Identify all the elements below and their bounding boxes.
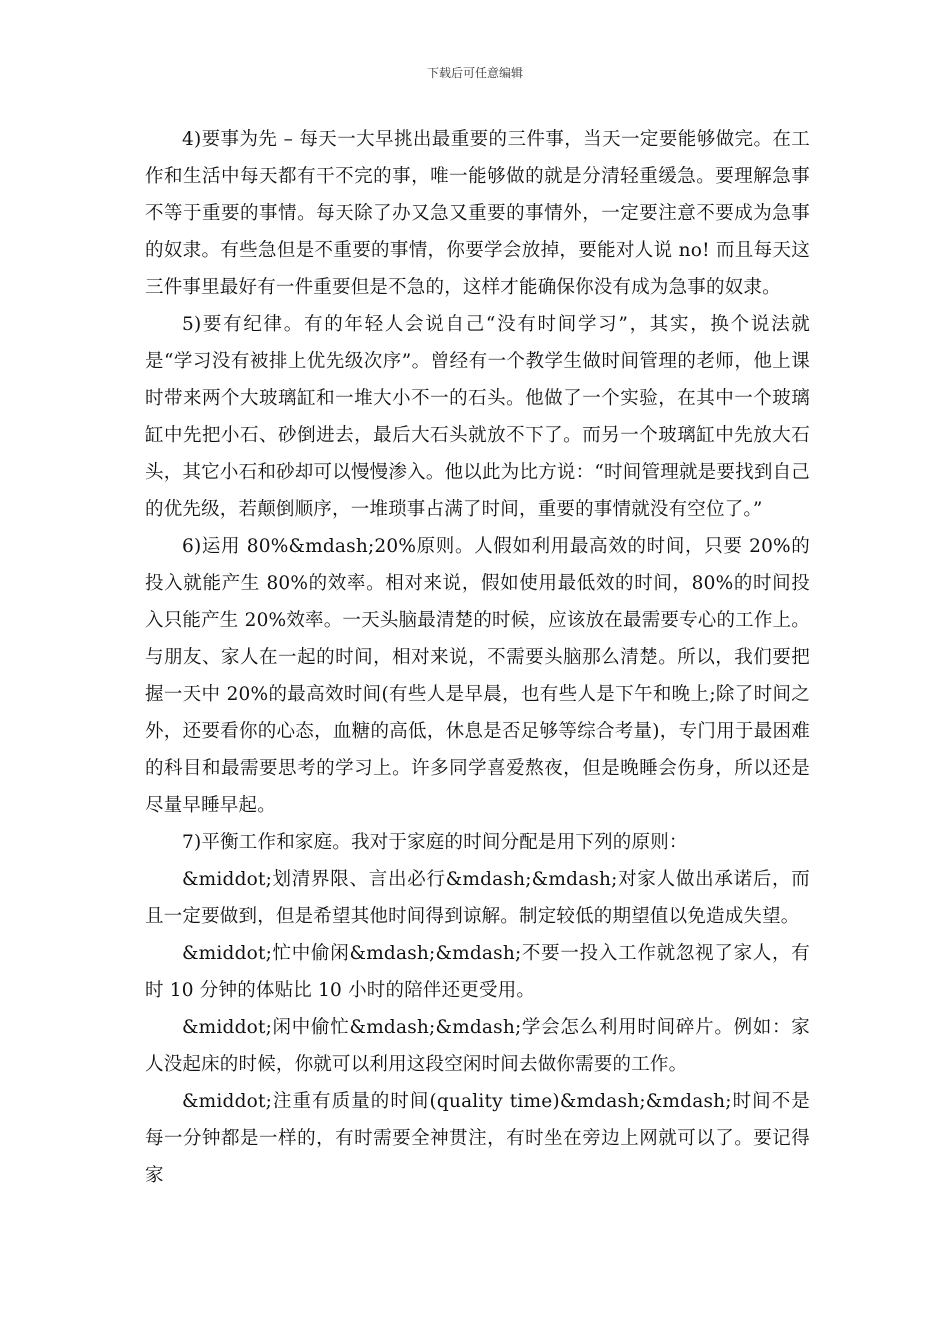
paragraph-5-discipline: 5)要有纪律。有的年轻人会说自己“没有时间学习”，其实，换个说法就是“学习没有被排上优先级次序”。曾经有一个教学生做时间管理的老师，他上课时带来两个大玻璃缸和一堆大小不一的石头。他做了一个实验，在其中一个玻璃缸中先把小石、砂倒进去，最后大石头就放不下了。而另一个玻璃缸中先放大石头，其它小石和砂却可以慢慢渗入。他以此为比方说：“时间管理就是要找到自己的优先级，若颠倒顺序，一堆琐事占满了时间，重要的事情就没有空位了。” [145,314,810,520]
paragraph-6-80-20-rule: 6)运用 80%&mdash;20%原则。人假如利用最高效的时间，只要 20%的投入就能产生 80%的效率。相对来说，假如使用最低效的时间，80%的时间投入只能产生 20%效率。一天头脑最清楚的时候，应该放在最需要专心的工作上。与朋友、家人在一起的时间，相对来说，不需要头脑那么清楚。所以，我们要把握一天中 20%的最高效时间(有些人是早晨，也有些人是下午和晚上;除了时间之外，还要看你的心态，血糖的高低，休息是否足够等综合考量)，专门用于最困难的科目和最需要思考的学习上。许多同学喜爱熬夜，但是晚睡会伤身，所以还是尽量早睡早起。 [145,536,810,816]
list-item-idle-busy: &middot;闲中偷忙&mdash;&mdash;学会怎么利用时间碎片。例如：家人没起床的时候，你就可以利用这段空闲时间去做你需要的工作。 [145,1017,810,1075]
document-body [145,121,810,1194]
paragraph-7-work-family: 7)平衡工作和家庭。我对于家庭的时间分配是用下列的原则： [182,832,688,853]
list-item-quality-time: &middot;注重有质量的时间(quality time)&mdash;&mdash;时间不是每一分钟都是一样的，有时需要全神贯注，有时坐在旁边上网就可以了。要记得家 [145,1091,810,1186]
paragraph-4-priorities: 4)要事为先 – 每天一大早挑出最重要的三件事，当天一定要能够做完。在工作和生活中每天都有干不完的事，唯一能够做的就是分清轻重缓急。要理解急事不等于重要的事情。每天除了办又急又重要的事情外，一定要注意不要成为急事的奴隶。有些急但是不重要的事情，你要学会放掉，要能对人说 no! 而且每天这三件事里最好有一件重要但是不急的，这样才能确保你没有成为急事的奴隶。 [145,129,810,298]
list-item-boundaries: &middot;划清界限、言出必行&mdash;&mdash;对家人做出承诺后，而且一定要做到，但是希望其他时间得到谅解。制定较低的期望值以免造成失望。 [145,869,810,927]
page-header: 下载后可任意编辑 [426,66,523,80]
list-item-busy-leisure: &middot;忙中偷闲&mdash;&mdash;不要一投入工作就忽视了家人，有时 10 分钟的体贴比 10 小时的陪伴还更受用。 [145,943,810,1001]
